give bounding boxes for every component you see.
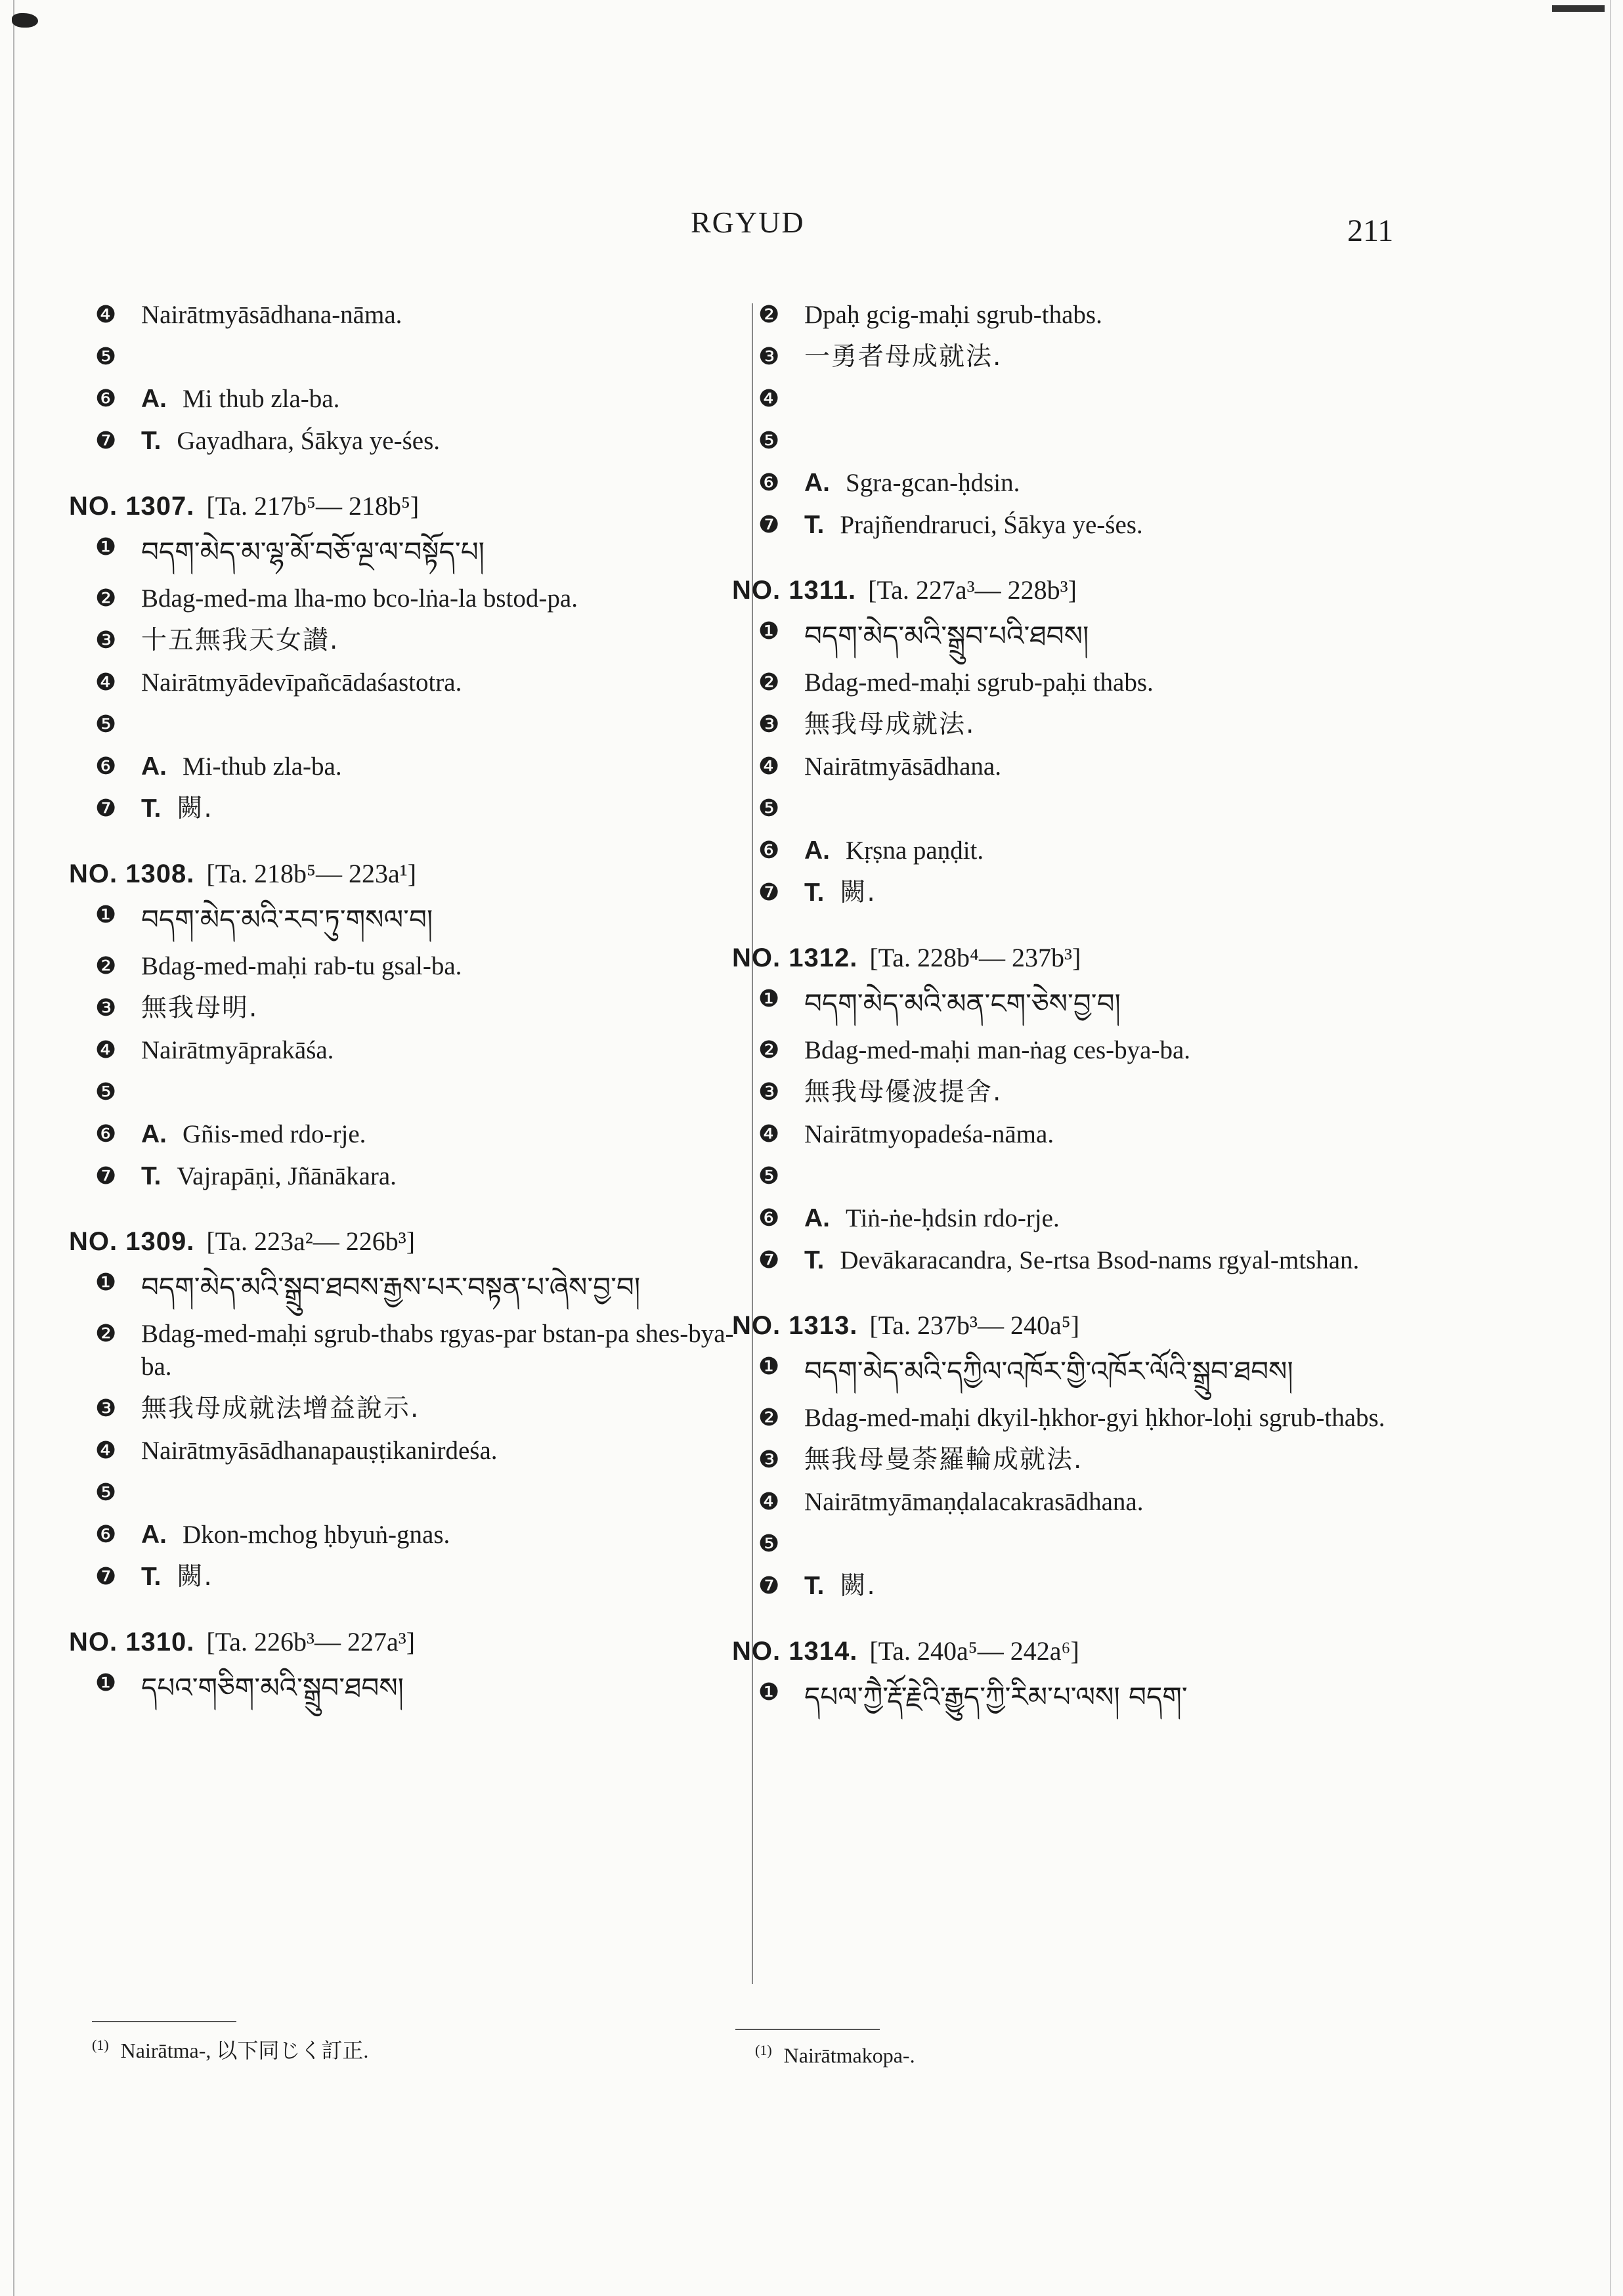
entry-field [758,1351,1412,1393]
tibetan-title: བདག་མེད་མའི་སྒྲུབ་པའི་ཐབས། [804,620,1089,652]
entry-field [95,1318,748,1383]
entry-number: NO. 1307. [69,492,195,521]
field-number-icon: ❺ [95,711,117,738]
footnote-text: Nairātma-, 以下同じく訂正. [120,2039,369,2062]
field-value: Nairātmyāprakāśa. [141,1036,334,1064]
tibetan-title: བདག་མེད་མའི་རབ་ཏུ་གསལ་བ། [141,903,433,936]
ink-blot [12,13,38,28]
entry-field [95,750,748,783]
entry-field [95,1561,748,1593]
tibetan-title: བདག་མེད་མའི་དཀྱིལ་འཁོར་གྱི་འཁོར་ལོའི་སྒྲུབ་ཐབས། [804,1355,1293,1387]
field-value: 無我母優波提舍. [804,1077,1003,1107]
entry-field [758,1202,1412,1235]
field-number-icon: ❹ [758,1488,780,1515]
field-number-icon: ❹ [95,669,117,696]
field-number-icon: ❷ [758,669,780,696]
entry-heading [69,856,748,892]
entry-field [758,1570,1412,1603]
page-edge-line-right [1610,0,1611,2296]
catalog-entry [732,572,1412,909]
field-number-icon: ❶ [758,1353,780,1380]
entry-field [758,467,1412,500]
entry-field [758,708,1412,741]
field-value: Kṛṣna paṇḍit. [846,836,984,865]
entry-field [758,1118,1412,1151]
entry-field [95,899,748,941]
field-value: 一勇者母成就法. [804,342,1003,372]
entry-field [95,341,748,374]
field-number-icon: ❸ [758,1446,780,1473]
field-value: Dpaḥ gcig-maḥi sgrub-thabs. [804,301,1102,329]
entry-field [758,1486,1412,1519]
entry-field [758,425,1412,458]
field-number-icon: ❺ [758,1163,780,1190]
field-value: 無我母明. [141,993,259,1023]
field-number-icon: ❻ [95,1121,117,1148]
tibetan-title: དཔའ་གཅིག་མའི་སྒྲུབ་ཐབས། [141,1672,404,1704]
entry-field [758,1076,1412,1109]
entry-field [758,1402,1412,1435]
field-value: Bdag-med-maḥi man-ṅag ces-bya-ba. [804,1036,1191,1064]
entry-heading [69,1624,748,1660]
catalog-entry [69,488,748,825]
entry-field [758,1244,1412,1277]
field-number-icon: ❸ [95,1395,117,1422]
entry-field [95,1477,748,1509]
field-value: 無我母成就法. [804,710,976,739]
field-value: Nairātmyāsādhanapauṣṭikanirdeśa. [141,1437,498,1465]
entry-field [95,582,748,615]
field-number-icon: ❷ [95,585,117,612]
entry-field [95,1118,748,1151]
entry-field [758,983,1412,1025]
entry-reference: [Ta. 237b³— 240a⁵] [869,1310,1080,1340]
field-number-icon: ❹ [758,1121,780,1148]
field-number-icon: ❼ [95,427,117,454]
running-header-title: RGYUD [691,206,805,239]
field-label: A. [804,1204,830,1232]
entry-field [758,1160,1412,1193]
field-label: T. [141,1563,162,1591]
entry-field [95,792,748,825]
field-label: T. [804,1246,825,1274]
entry-field [95,1267,748,1309]
page-edge-line [13,0,14,2296]
field-number-icon: ❼ [95,795,117,822]
field-number-icon: ❺ [95,1479,117,1506]
field-number-icon: ❶ [95,901,117,928]
entry-field [758,383,1412,416]
field-value: Vajrapāṇi, Jñānākara. [177,1162,397,1190]
entry-reference: [Ta. 228b⁴— 237b³] [869,943,1081,972]
field-label: T. [804,511,825,539]
field-number-icon: ❸ [758,343,780,370]
entry-number: NO. 1308. [69,859,195,888]
field-number-icon: ❶ [95,1269,117,1296]
field-value: Bdag-med-maḥi sgrub-paḥi thabs. [804,668,1154,697]
field-number-icon: ❷ [758,301,780,328]
entry-field [95,299,748,332]
entry-field [95,1435,748,1467]
entry-reference: [Ta. 217b⁵— 218b⁵] [206,491,420,521]
tibetan-title: བདག་མེད་མའི་སྒྲུབ་ཐབས་རྒྱས་པར་བསྟན་པ་ཞེས་བྱ་བ། [141,1271,641,1303]
field-value: 闕. [840,1571,876,1601]
entry-reference: [Ta. 227a³— 228b³] [868,575,1077,605]
field-number-icon: ❼ [758,879,780,906]
field-number-icon: ❸ [758,1079,780,1106]
catalog-entry [732,940,1412,1277]
entry-reference: [Ta. 240a⁵— 242a⁶] [869,1636,1079,1666]
catalog-entry [69,1624,748,1709]
field-number-icon: ❷ [758,1037,780,1064]
field-label: A. [141,385,167,413]
field-number-icon: ❻ [758,469,780,496]
field-label: A. [804,469,830,497]
footnote-rule-right [735,2029,880,2030]
footnote-mark: (1) [92,2037,109,2054]
entry-field [95,383,748,416]
entry-field [95,1076,748,1109]
field-number-icon: ❹ [758,385,780,412]
field-number-icon: ❶ [95,534,117,561]
entry-field [758,509,1412,542]
field-number-icon: ❶ [758,986,780,1012]
field-number-icon: ❹ [95,1037,117,1064]
entry-heading [732,1307,1412,1344]
field-number-icon: ❹ [95,1437,117,1464]
entry-number: NO. 1310. [69,1628,195,1657]
entry-reference: [Ta. 218b⁵— 223a¹] [206,859,417,888]
entry-heading [732,572,1412,609]
entry-number: NO. 1314. [732,1637,858,1666]
field-value: Mi thub zla-ba. [183,385,340,413]
field-value: Bdag-med-maḥi sgrub-thabs rgyas-par bstan-pa shes-bya-ba. [141,1320,734,1381]
field-label: T. [804,1572,825,1600]
field-number-icon: ❸ [758,711,780,738]
field-number-icon: ❶ [758,1679,780,1706]
catalog-entry [732,1633,1412,1718]
field-value: Nairātmyopadeśa-nāma. [804,1120,1054,1148]
field-number-icon: ❼ [758,1247,780,1274]
field-label: T. [141,427,162,455]
right-column [732,299,1412,1748]
field-value: Tiṅ-ṅe-ḥdsin rdo-rje. [846,1204,1060,1232]
field-number-icon: ❻ [95,385,117,412]
entry-field [758,341,1412,374]
field-number-icon: ❺ [95,343,117,370]
entry-number: NO. 1312. [732,943,858,972]
field-value: Sgra-gcan-ḥdsin. [846,469,1020,497]
entry-heading [732,940,1412,976]
entry-number: NO. 1313. [732,1311,858,1340]
field-value: Prajñendraruci, Śākya ye-śes. [840,511,1143,539]
entry-field [95,624,748,657]
entry-field [758,299,1412,332]
field-value: 十五無我天女讃. [141,626,339,655]
entry-reference: [Ta. 226b³— 227a³] [206,1627,416,1657]
field-value: Nairātmyādevīpañcādaśastotra. [141,668,462,697]
entry-heading [732,1633,1412,1670]
entry-number: NO. 1309. [69,1227,195,1256]
field-number-icon: ❻ [758,837,780,864]
entry-field [758,1676,1412,1718]
footnote-mark: (1) [755,2042,772,2058]
field-value: 闕. [177,1562,213,1592]
field-number-icon: ❼ [758,1572,780,1599]
field-value: Bdag-med-ma lha-mo bco-lṅa-la bstod-pa. [141,584,578,613]
entry-field [95,708,748,741]
tibetan-title: བདག་མེད་མ་ལྷ་མོ་བཅོ་ལྔ་ལ་བསྟོད་པ། [141,536,485,568]
entry-field [758,1444,1412,1477]
field-number-icon: ❻ [95,753,117,780]
field-number-icon: ❺ [758,1530,780,1557]
field-number-icon: ❹ [95,301,117,328]
field-value: Gayadhara, Śākya ye-śes. [177,427,441,455]
tibetan-title: དཔལ་ཀྱཻ་རྡོ་རྗེའི་རྒྱུད་ཀྱི་རིམ་པ་ལས། བདག་ [804,1681,1188,1713]
field-label: T. [141,1162,162,1190]
field-value: Devākaracandra, Se-rtsa Bsod-nams rgyal-mtshan. [840,1246,1360,1274]
field-number-icon: ❼ [95,1163,117,1190]
entry-field [95,531,748,573]
entry-field [758,834,1412,867]
field-value: Dkon-mchog ḥbyuṅ-gnas. [183,1521,450,1549]
field-number-icon: ❷ [95,953,117,980]
entry-field [758,666,1412,699]
footnote-right [755,2042,915,2068]
entry-field [758,877,1412,909]
catalog-entry [69,856,748,1193]
entry-field [758,792,1412,825]
field-value: 無我母成就法增益說示. [141,1394,420,1423]
field-label: A. [141,1120,167,1148]
tibetan-title: བདག་མེད་མའི་མན་ངག་ཅེས་བྱ་བ། [804,987,1121,1020]
field-number-icon: ❺ [758,795,780,822]
field-label: A. [141,752,167,781]
catalog-entry [732,1307,1412,1603]
field-value: Gñis-med rdo-rje. [183,1120,366,1148]
catalog-entry [69,1223,748,1593]
field-value: Nairātmyāsādhana-nāma. [141,301,402,329]
field-value: Bdag-med-maḥi dkyil-ḥkhor-gyi ḥkhor-loḥi sgrub-thabs. [804,1404,1385,1432]
entry-field [95,1160,748,1193]
entry-field [95,425,748,458]
ink-mark [1552,5,1605,12]
entry-field [95,1667,748,1709]
field-number-icon: ❹ [758,753,780,780]
entry-field [95,950,748,983]
field-number-icon: ❻ [95,1521,117,1548]
field-number-icon: ❶ [758,618,780,645]
field-number-icon: ❸ [95,627,117,654]
field-number-icon: ❺ [95,1079,117,1106]
field-value: Mi-thub zla-ba. [183,752,342,781]
entry-heading [69,1223,748,1260]
field-label: T. [804,878,825,907]
field-number-icon: ❺ [758,427,780,454]
field-value: 闕. [840,878,876,907]
catalog-entry [69,299,748,458]
footnote-rule-left [92,2021,236,2022]
entry-field [95,1519,748,1551]
field-number-icon: ❼ [758,511,780,538]
field-number-icon: ❶ [95,1670,117,1697]
field-value: 闕. [177,794,213,823]
field-value: Nairātmyāmaṇḍalacakrasādhana. [804,1488,1144,1516]
field-number-icon: ❷ [95,1320,117,1347]
entry-field [758,1034,1412,1067]
entry-field [95,1393,748,1425]
footnote-left [92,2034,368,2064]
entry-field [95,1034,748,1067]
entry-field [758,615,1412,657]
entry-field [95,992,748,1025]
footnote-text: Nairātmakopa-. [783,2043,915,2068]
field-value: Nairātmyāsādhana. [804,752,1001,781]
entry-field [758,750,1412,783]
catalog-entry [732,299,1412,542]
field-label: T. [141,794,162,823]
page-number: 211 [1347,213,1394,248]
field-number-icon: ❷ [758,1404,780,1431]
field-value: 無我母曼荼羅輪成就法. [804,1445,1083,1475]
entry-field [95,666,748,699]
field-label: A. [804,836,830,865]
entry-reference: [Ta. 223a²— 226b³] [206,1226,416,1256]
entry-heading [69,488,748,525]
field-number-icon: ❸ [95,995,117,1022]
field-label: A. [141,1521,167,1549]
field-number-icon: ❼ [95,1563,117,1590]
field-number-icon: ❻ [758,1205,780,1232]
entry-field [758,1528,1412,1561]
entry-number: NO. 1311. [732,576,857,605]
field-value: Bdag-med-maḥi rab-tu gsal-ba. [141,952,462,980]
left-column [69,299,748,1739]
